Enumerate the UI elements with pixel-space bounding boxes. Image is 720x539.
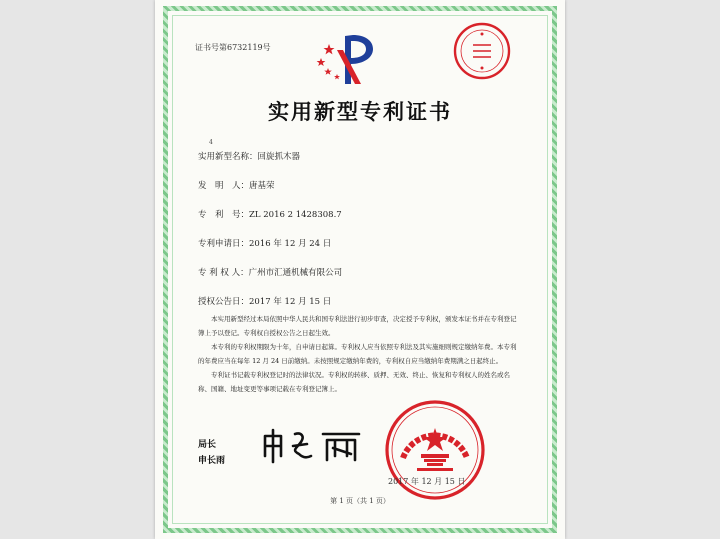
field-label: 实用新型名称： xyxy=(198,152,258,162)
corner-seal-icon xyxy=(451,20,513,82)
field-label: 发 明 人： xyxy=(198,181,250,191)
field-value: 唐基荣 xyxy=(249,181,275,191)
page-title: 实用新型专利证书 xyxy=(268,100,452,124)
field-value: 2017 年 12 月 15 日 xyxy=(249,297,332,307)
certificate-body xyxy=(198,312,518,396)
field-application-date xyxy=(198,237,331,249)
page-number: 第 1 页（共 1 页） xyxy=(330,497,390,505)
field-utility-model-name xyxy=(198,150,300,162)
body-paragraph: 本专利的专利权期限为十年，自申请日起算。专利权人应当依照专利法及其实施细则规定缴纳年费。本专利的年费应当在每年 12 月 24 日前缴纳。未按照规定缴纳年费的，专利权自应当缴纳年费期满之日起终止。 xyxy=(198,343,517,365)
director-title: 局长 xyxy=(198,440,217,450)
director-block xyxy=(198,437,225,469)
director-signature-icon xyxy=(259,426,369,466)
certificate-number: 证书号第6732119号 xyxy=(195,43,271,52)
field-value: 回旋抓木器 xyxy=(257,152,301,162)
certificate-sheet xyxy=(155,0,565,539)
field-value: ZL 2016 2 1428308.7 xyxy=(249,210,342,220)
field-patent-number xyxy=(198,208,342,220)
field-label: 专 利 号： xyxy=(198,210,250,220)
field-value: 广州市汇通机械有限公司 xyxy=(248,268,343,278)
body-paragraph: 本实用新型经过本局依照中华人民共和国专利法进行初步审查，决定授予专利权，颁发本证书并在专利登记簿上予以登记。专利权自授权公告之日起生效。 xyxy=(198,315,517,337)
field-patentee xyxy=(198,266,342,278)
small-mark: 4 xyxy=(209,139,213,146)
field-label: 专利申请日： xyxy=(198,239,250,249)
field-label: 专 利 权 人： xyxy=(198,268,249,278)
field-inventor xyxy=(198,179,275,191)
director-name: 申长雨 xyxy=(198,456,226,466)
seal-date: 2017 年 12 月 15 日 xyxy=(388,477,466,486)
body-paragraph: 专利证书记载专利权登记时的法律状况。专利权的转移、质押、无效、终止、恢复和专利权人的姓名或名称、国籍、地址变更等事项记载在专利登记簿上。 xyxy=(198,371,510,393)
field-value: 2016 年 12 月 24 日 xyxy=(249,239,332,249)
field-grant-date xyxy=(198,295,331,307)
patent-office-logo-icon xyxy=(315,28,385,90)
field-label: 授权公告日： xyxy=(198,297,250,307)
